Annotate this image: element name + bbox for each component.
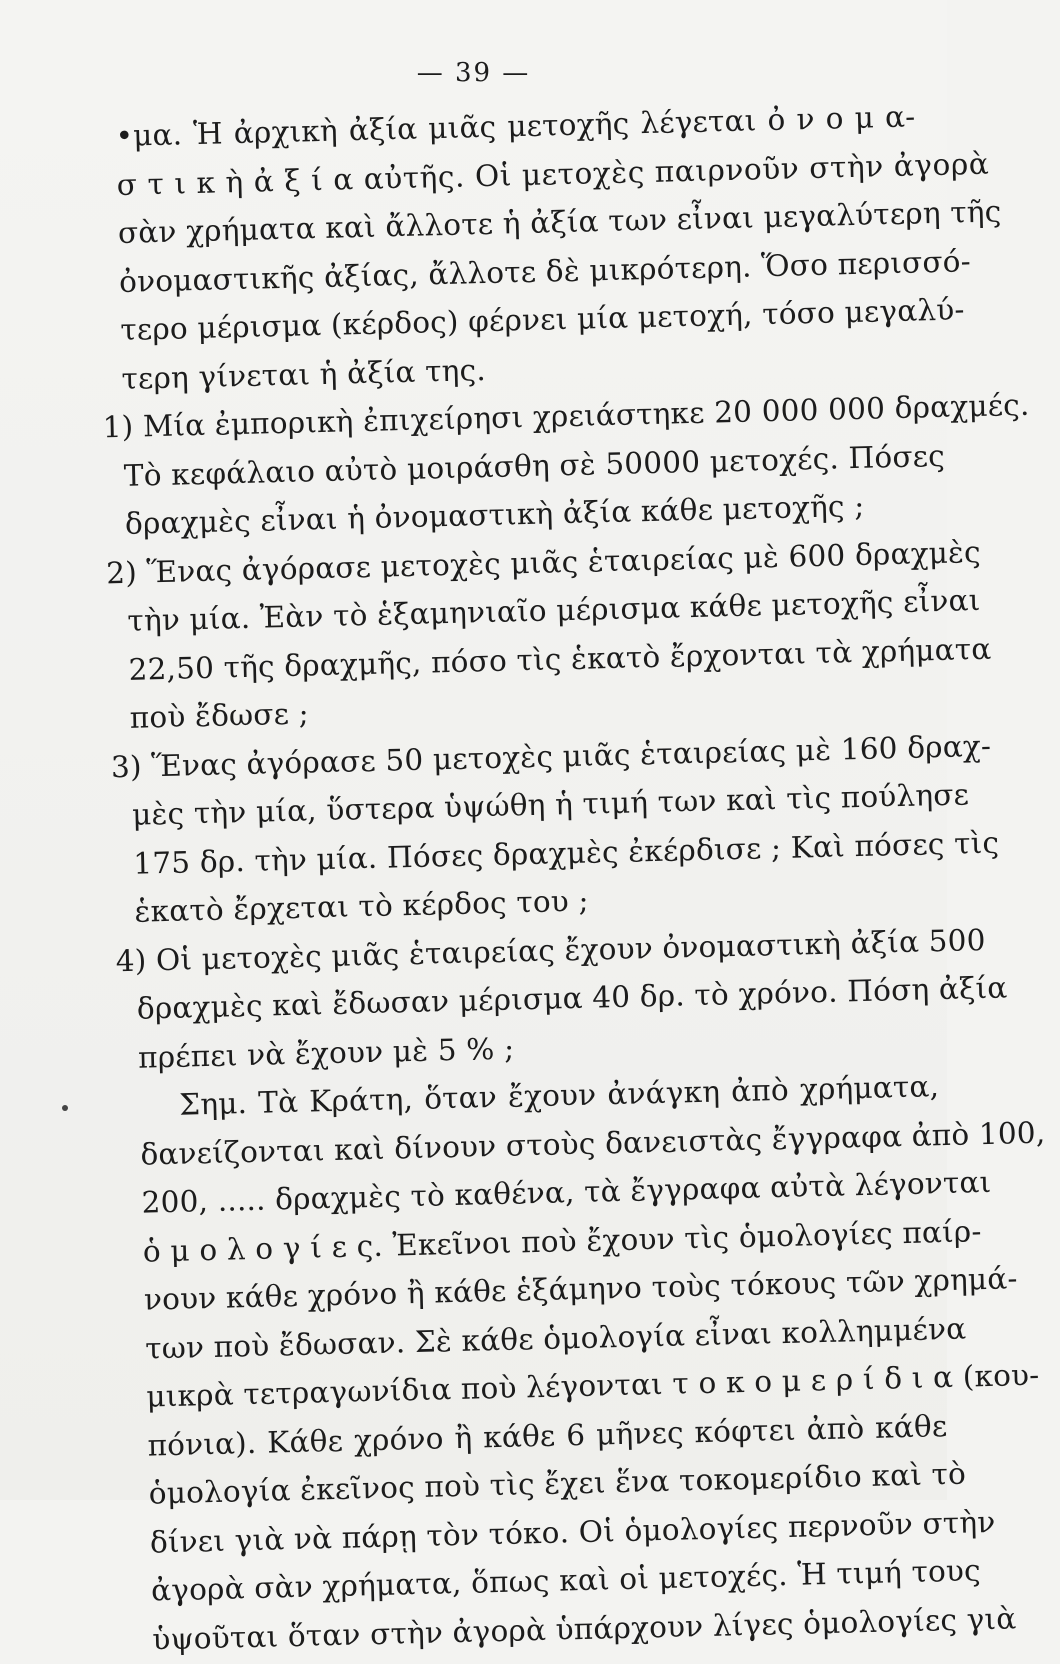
text-line: σ τ ι κ ὴ ἀ ξ ί α αὐτῆς. Οἱ μετοχὲς παιρνοῦν στὴν ἀγορὰ [116,146,990,202]
text-line: 22,50 τῆς δραχμῆς, πόσο τὶς ἑκατὸ ἔρχονται τὰ χρήματα [128,631,992,687]
exercise-4-line: 4) Οἱ μετοχὲς μιᾶς ἑταιρείας ἔχουν ὀνομαστικὴ ἀξία 500 [115,922,986,978]
text-line: ἑκατὸ ἔρχεται τὸ κέρδος του ; [134,883,590,929]
text-line: πρέπει νὰ ἔχουν μὲ 5 % ; [137,1031,515,1075]
text-line: Τὸ κεφάλαιο αὐτὸ μοιράσθη σὲ 50000 μετοχές. Πόσες [123,438,946,493]
text-line: τερη γίνεται ἡ ἀξία της. [121,352,487,396]
text-line: ὀνομαστικῆς ἀξίας, ἄλλοτε δὲ μικρότερη. Ὅσο περισσό- [118,243,972,299]
text-line: •μα. Ἡ ἀρχικὴ ἀξία μιᾶς μετοχῆς λέγεται ὀ ν ο μ α- [115,99,916,153]
text-line: δίνει γιὰ νὰ πάρῃ τὸν τόκο. Οἱ ὁμολογίες περνοῦν στὴν [149,1504,996,1560]
note-line: Σημ. Τὰ Κράτη, ὅταν ἔχουν ἀνάγκη ἀπὸ χρήματα, [178,1069,940,1122]
text-line: τὴν μία. Ἐὰν τὸ ἑξαμηνιαῖο μέρισμα κάθε μετοχῆς εἶναι [127,583,981,638]
text-line: ποὺ ἔδωσε ; [129,696,310,735]
text-line: μικρὰ τετραγωνίδια ποὺ λέγονται τ ο κ ο μ ε ρ ί δ ι α (κου- [145,1357,1040,1414]
text-line: μὲς τὴν μία, ὕστερα ὑψώθη ἡ τιμή των καὶ τὶς πούλησε [131,777,970,832]
text-line: νουν κάθε χρόνο ἢ κάθε ἑξάμηνο τοὺς τόκους τῶν χρημά- [143,1261,1018,1317]
exercise-3-line: 3) Ἕνας ἀγόρασε 50 μετοχὲς μιᾶς ἑταιρείας μὲ 160 δραχ- [110,728,992,784]
page-number: — 39 — [416,58,531,88]
text-line: των ποὺ ἔδωσαν. Σὲ κάθε ὁμολογία εἶναι κολλημμένα [144,1311,967,1366]
text-line: τερο μέρισμα (κέρδος) φέρνει μία μετοχή, τόσο μεγαλύ- [119,292,965,347]
exercise-1-line: 1) Μία ἐμπορικὴ ἐπιχείρησι χρειάστηκε 20 000 000 δραχμές. [102,387,1030,445]
body-text [102,92,1046,1663]
text-line: δανείζονται καὶ δίνουν στοὺς δανειστὰς ἔγγραφα ἀπὸ 100, [140,1115,1046,1172]
text-line: 175 δρ. τὴν μία. Πόσες δραχμὲς ἐκέρδισε ; Καὶ πόσες τὶς [132,825,1000,881]
text-line: ὁμολογία ἐκεῖνος ποὺ τὶς ἔχει ἕνα τοκομερίδιο καὶ τὸ [148,1456,967,1511]
text-line: δραχμὲς καὶ ἔδωσαν μέρισμα 40 δρ. τὸ χρόνο. Πόση ἀξία [136,970,1008,1026]
text-line: πόνια). Κάθε χρόνο ἢ κάθε 6 μῆνες κόφτει ἀπὸ κάθε [147,1408,948,1463]
text-line: ὁ μ ο λ ο γ ί ε ς. Ἐκεῖνοι ποὺ ἔχουν τὶς ὁμολογίες παίρ- [142,1213,982,1269]
text-line: δραχμὲς εἶναι ἡ ὀνομαστικὴ ἀξία κάθε μετοχῆς ; [124,488,865,541]
text-line: 200, ..... δραχμὲς τὸ καθένα, τὰ ἔγγραφα αὐτὰ λέγονται [141,1164,992,1220]
exercise-2-line: 2) Ἕνας ἀγόρασε μετοχὲς μιᾶς ἑταιρείας μὲ 600 δραχμὲς [105,534,982,590]
text-line: ἀγορὰ σὰν χρήματα, ὅπως καὶ οἱ μετοχές. Ἡ τιμή τους [150,1553,982,1608]
text-line: σὰν χρήματα καὶ ἄλλοτε ἡ ἀξία των εἶναι μεγαλύτερη τῆς [117,194,1002,250]
text-line: ὑψοῦται ὅταν στὴν ἀγορὰ ὑπάρχουν λίγες ὁμολογίες γιὰ [151,1600,1017,1657]
margin-dot [62,1105,68,1111]
